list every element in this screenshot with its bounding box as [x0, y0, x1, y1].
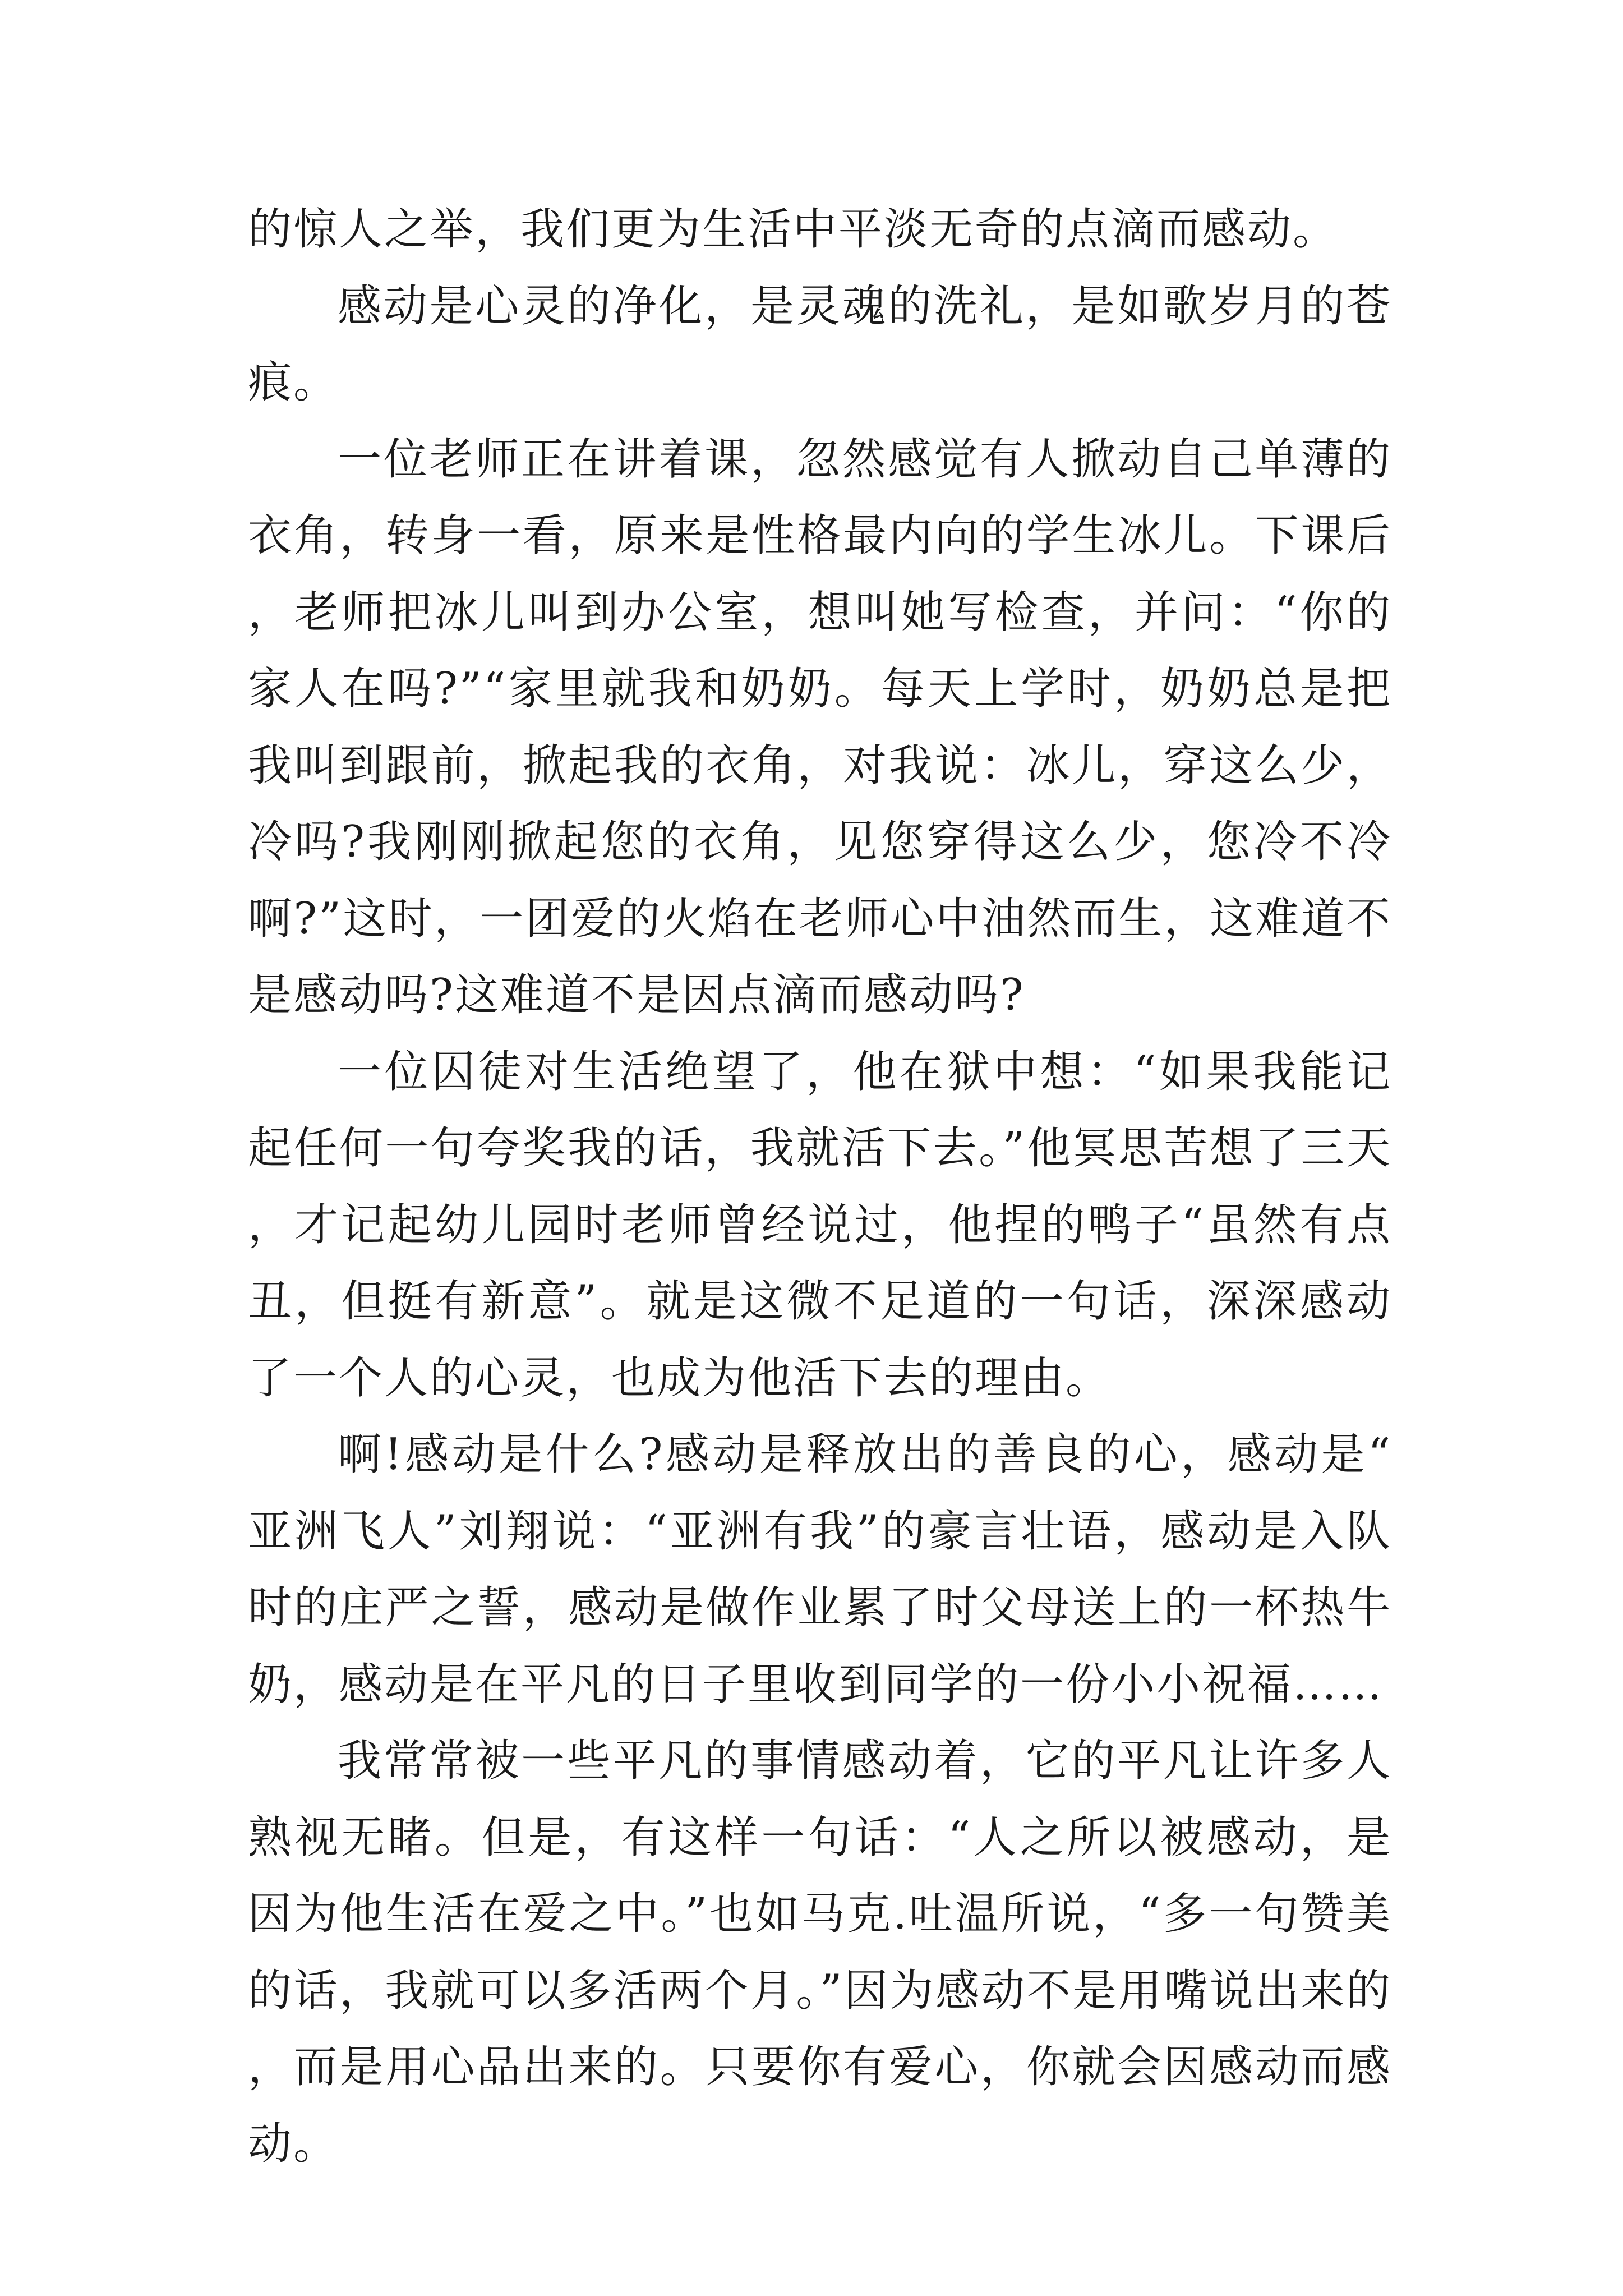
paragraph: 啊!感动是什么?感动是释放出的善良的心，感动是“亚洲飞人”刘翔说：“亚洲有我”的豪言壮语，感动是入队时的庄严之誓，感动是做作业累了时父母送上的一杯热牛奶，感动是在平凡的日子里收到同学的一份小小祝福…… — [248, 1429, 1392, 1710]
paragraph: 的惊人之举，我们更为生活中平淡无奇的点滴而感动。 — [248, 204, 1339, 255]
paragraph: 我常常被一些平凡的事情感动着，它的平凡让许多人熟视无睹。但是，有这样一句话：“人之所以被感动，是因为他生活在爱之中。”也如马克.吐温所说，“多一句赞美的话，我就可以多活两个月。”因为感动不是用嘴说出来的，而是用心品出来的。只要你有爱心，你就会因感动而感动。 — [248, 1736, 1392, 2169]
paragraph: 一位老师正在讲着课，忽然感觉有人掀动自己单薄的衣角，转身一看，原来是性格最内向的学生冰儿。下课后，老师把冰儿叫到办公室，想叫她写检查，并问：“你的家人在吗?”“家里就我和奶奶。每天上学时，奶奶总是把我叫到跟前，掀起我的衣角，对我说：冰儿，穿这么少，冷吗?我刚刚掀起您的衣角，见您穿得这么少，您冷不冷啊?”这时，一团爱的火焰在老师心中油然而生，这难道不是感动吗?这难道不是因点滴而感动吗? — [248, 434, 1392, 1020]
paragraph: 一位囚徒对生活绝望了，他在狱中想：“如果我能记起任何一句夸奖我的话，我就活下去。”他冥思苦想了三天，才记起幼儿园时老师曾经说过，他捏的鸭子“虽然有点丑，但挺有新意”。就是这微不足道的一句话，深深感动了一个人的心灵，也成为他活下去的理由。 — [248, 1046, 1392, 1404]
article-body — [248, 191, 1392, 2182]
paragraph: 感动是心灵的净化，是灵魂的洗礼，是如歌岁月的苍痕。 — [248, 280, 1392, 408]
